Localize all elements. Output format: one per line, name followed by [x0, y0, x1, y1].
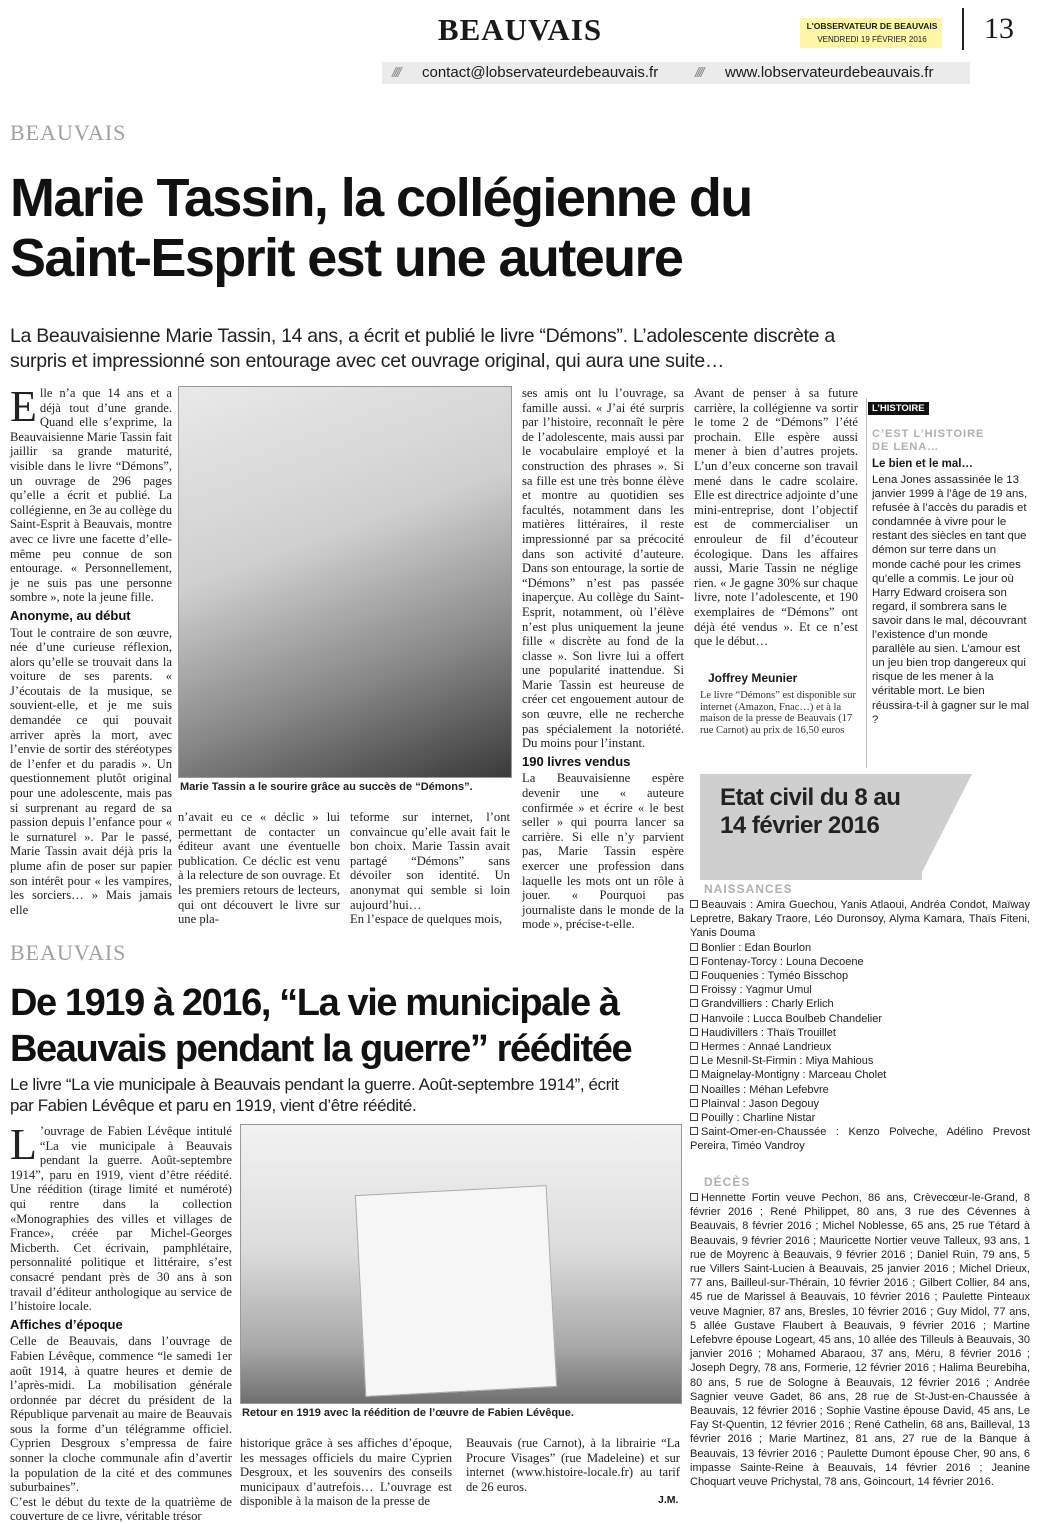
- naissance-item: [690, 898, 1030, 941]
- article1-col2: n’avait eu ce « déclic » lui permettant de contacter un éditeur avant une éventuelle publication. Ce déclic est venu à la relecture de son ouvrage. Et les premiers retours de lecteurs, qui ont découvert le livre sur une pla-: [178, 810, 340, 927]
- article2-col2: historique grâce à ses affiches d’époque, les messages officiels du maire Cyprien Desgroux, et les souvenirs des conseils municipaux d’autrefois… L’ouvrage est disponible à la maison de la presse de: [240, 1436, 452, 1509]
- article1-col4: [522, 386, 684, 932]
- page-divider: [962, 8, 964, 50]
- article1-col4-p2: La Beauvaisienne espère devenir une « auteure confirmée » et écrire « le best seller » qui pourra lancer sa carrière. Si elle n’y parvient pas, Marie Tassin espère exercer une profession dans laquelle les mots ont un rôle à jouer. « Pourquoi pas journaliste dans le monde de la mode », précise-t-elle.: [522, 771, 684, 932]
- article2-photo-caption: Retour en 1919 avec la réédition de l’œuvre de Fabien Lévêque.: [242, 1407, 574, 1419]
- bullet-square-icon: [690, 1028, 698, 1036]
- article1-standfirst-line1: La Beauvaisienne Marie Tassin, 14 ans, a écrit et publié le livre “Démons”. L’adolescente discrète a: [10, 325, 835, 347]
- article2-col1-p1: ’ouvrage de Fabien Lévêque intitulé “La vie municipale à Beauvais pendant la guerre. Août-septembre 1914”, paru en 1919, vient d’être réédité. Une réédition (tirage limité et numéroté) qui rentre dans la collection «Monographies des villes et villages de France», créée par Michel-Georges Micberth. Cet écrivain, pamphlétaire, personnalité politique et littéraire, s’est consacré pendant près de 30 ans à son travail d’éditeur anthologique au service de l’histoire locale.: [10, 1124, 232, 1314]
- bullet-square-icon: [690, 985, 698, 993]
- etat-civil-title-line1: Etat civil du 8 au: [720, 784, 901, 811]
- sidebar-tag: L’HISTOIRE: [868, 402, 929, 415]
- naissance-item: [690, 1125, 1030, 1153]
- bullet-square-icon: [690, 1113, 698, 1121]
- article2-standfirst: [10, 1074, 690, 1116]
- naissance-item: [690, 1040, 1030, 1054]
- naissance-text: Beauvais : Amira Guechou, Yanis Atlaoui, Andréa Condot, Maïway Lepretre, Bakary Traore, Léo Duronsoy, Alyma Kamara, Thaïs Fiteni, Yanis Douma: [690, 899, 1030, 940]
- article1-col3-p1: teforme sur internet, l’ont convaincue qu’elle avait fait le bon choix. Marie Tassin avait partagé “Démons” sans dévoiler son identité. Un anonymat qui semble si loin aujourd’hui…: [350, 810, 510, 912]
- article1-subhead2: 190 livres vendus: [522, 753, 631, 769]
- slash-icon: ////: [392, 64, 400, 80]
- naissances-label: NAISSANCES: [704, 882, 793, 896]
- naissance-item: [690, 1054, 1030, 1068]
- article1-headline-line2: Saint-Esprit est une auteure: [10, 228, 683, 288]
- page-number: 13: [984, 12, 1014, 45]
- naissance-text: Haudivillers : Thaïs Trouillet: [701, 1026, 836, 1039]
- issue-date: VENDREDI 19 FÉVRIER 2016: [817, 35, 927, 44]
- naissance-item: [690, 941, 1030, 955]
- naissance-text: Hanvoile : Lucca Boulbeb Chandelier: [701, 1012, 883, 1025]
- naissance-item: [690, 1083, 1030, 1097]
- naissance-text: Saint-Omer-en-Chaussée : Kenzo Polveche, Adélino Prevost Pereira, Timéo Vandroy: [690, 1126, 1030, 1153]
- bullet-square-icon: [690, 943, 698, 951]
- article1-col1: [10, 382, 172, 926]
- article2-col3: Beauvais (rue Carnot), à la librairie “La Procure Visages” (rue Madeleine) et sur internet (www.histoire-locale.fr) au tarif de 26 euros.: [466, 1436, 680, 1494]
- article2-col1: [10, 1120, 232, 1524]
- article1-photo-caption: Marie Tassin a le sourire grâce au succès de “Démons”.: [180, 781, 473, 793]
- bullet-square-icon: [690, 1070, 698, 1078]
- bullet-square-icon: [690, 1127, 698, 1135]
- article1-col4-p1: ses amis ont lu l’ouvrage, sa famille aussi. « J’ai été surpris par l’histoire, reconnaît le père de l’adolescente, mais aussi par le vocabulaire employé et la construction des phrases ». Si sa fille est une très bonne élève et montre au quotidien ses facultés, notamment dans les matières littéraires, il reste impressionné par sa précocité dans son activité d’auteure. Dans son entourage, la sortie de “Démons” n’est pas passée inaperçue. Au collège du Saint-Esprit, notamment, où l’élève n’est plus uniquement la jeune fille « discrète au fond de la classe ». Son livre lui a offert une popularité inattendue. Si Marie Tassin est heureuse de créer cet engouement autour de son œuvre, elle ne recherche pas spécialement la notoriété. Du moins pour l’instant.: [522, 386, 684, 751]
- article2-col1-p3: C’est le début du texte de la quatrième de couverture de ce livre, véritable trésor: [10, 1494, 232, 1524]
- sidebar-title-line1: C’EST L’HISTOIRE: [872, 428, 985, 440]
- naissance-item: [690, 1097, 1030, 1111]
- article1-col3-p2: En l’espace de quelques mois,: [350, 912, 503, 927]
- naissance-text: Fontenay-Torcy : Louna Decoene: [701, 955, 864, 968]
- naissance-text: Fouquenies : Tyméo Bisschop: [701, 970, 849, 983]
- bullet-square-icon: [690, 1193, 698, 1201]
- section-title: BEAUVAIS: [437, 12, 603, 47]
- etat-civil-title-line2: 14 février 2016: [720, 812, 880, 839]
- naissance-item: [690, 1068, 1030, 1082]
- naissance-item: [690, 997, 1030, 1011]
- bullet-square-icon: [690, 971, 698, 979]
- naissance-item: [690, 955, 1030, 969]
- bullet-square-icon: [690, 957, 698, 965]
- bullet-square-icon: [690, 1085, 698, 1093]
- naissance-item: [690, 1111, 1030, 1125]
- article2-headline: [10, 980, 690, 1072]
- article2-standfirst-line1: Le livre “La vie municipale à Beauvais pendant la guerre. Août-septembre 1914”, écrit: [10, 1075, 619, 1094]
- article1-col1-p2: Tout le contraire de son œuvre, née d’une curieuse réflexion, alors qu’elle se trouvait dans la voiture de ses parents. « J’écoutais de la musique, se souvient-elle, et je me suis demandée ce qui pouvait arriver après la mort, avec l’envie de sortir des stéréotypes de l’enfer et du paradis ». Un questionnement plutôt original pour une adolescente, mais pas si surprenant au regard de sa passion depuis l’enfance pour « le surnaturel ». Par le passé, Marie Tassin avait déjà pris la plume afin de poser sur papier son intérêt pour « les vampires, les sorciers… » Mais jamais elle: [10, 625, 172, 917]
- naissance-item: [690, 1026, 1030, 1040]
- sidebar-subtitle: Le bien et le mal…: [872, 458, 973, 470]
- naissance-text: Froissy : Yagmur Umul: [701, 984, 812, 997]
- article1-subhead1: Anonyme, au début: [10, 607, 131, 623]
- article1-headline: [10, 168, 1030, 288]
- article1-standfirst: [10, 324, 1030, 374]
- naissance-text: Hermes : Annaé Landrieux: [701, 1041, 832, 1054]
- sidebar-title-line2: DE LENA…: [872, 441, 940, 453]
- article1-byline: Joffrey Meunier: [708, 671, 798, 685]
- naissance-text: Bonlier : Edan Bourlon: [701, 941, 812, 954]
- deces-label: DÉCÈS: [704, 1175, 751, 1189]
- article2-dropcap: L: [10, 1120, 37, 1169]
- article2-headline-line2: Beauvais pendant la guerre” rééditée: [10, 1028, 632, 1070]
- article2-standfirst-line2: par Fabien Lévêque et paru en 1919, vient d’être réédité.: [10, 1096, 417, 1115]
- naissance-item: [690, 969, 1030, 983]
- naissance-text: Pouilly : Charline Nistar: [701, 1112, 816, 1125]
- article2-byline: J.M.: [658, 1494, 679, 1506]
- sidebar-text: Lena Jones assassinée le 13 janvier 1999 à l’âge de 19 ans, refusée à l’accès du paradis et condamnée à vivre pour le restant des siècles en tant que démon sur terre dans un monde caché pour les crimes qu’elle a commis. Le jour où Harry Edward croisera son regard, il sombrera sans le savoir dans le mal, découvrant l’existence d’un monde parallèle au sien. L’amour est un jeu bien trop dangereux qui risque de les mener à la véritable mort. Le bien réussira-t-il à gagner sur le mal ?: [872, 474, 1029, 726]
- article1-dropcap: E: [10, 382, 37, 431]
- article1-headline-line1: Marie Tassin, la collégienne du: [10, 168, 752, 228]
- article1-availability-note: Le livre “Démons” est disponible sur internet (Amazon, Fnac…) et à la maison de la presse de Beauvais (17 rue Carnot) au prix de 16,50 euros: [700, 690, 857, 736]
- article1-standfirst-line2: surpris et impressionné son entourage avec cet ouvrage original, qui aura une suite…: [10, 350, 725, 372]
- article1-col5: Avant de penser à sa future carrière, la collégienne va sortir le tome 2 de “Démons” l’été prochain. Elle espère aussi mener à bien d’autres projets. L’un d’eux concerne son travail mené dans le cadre scolaire. Elle est directrice adjointe d’une mini-entreprise, dont l’objectif est de commercialiser un enrouleur de fil d’écouteur écologique. Dans les affaires aussi, Marie Tassin ne néglige rien. « Je gagne 30% sur chaque livre, note l’adolescente, et 190 exemplaires de “Démons” ont déjà été vendus ». Et ce n’est que le début…: [694, 386, 858, 649]
- bullet-square-icon: [690, 900, 698, 908]
- sidebar-border: [866, 398, 867, 768]
- article1-col3: [350, 810, 510, 930]
- contact-website[interactable]: www.lobservateurdebeauvais.fr: [725, 64, 934, 81]
- bullet-square-icon: [690, 1056, 698, 1064]
- naissance-item: [690, 983, 1030, 997]
- naissance-text: Plainval : Jason Degouy: [701, 1097, 820, 1110]
- article2-subhead: Affiches d’époque: [10, 1316, 123, 1332]
- slash-icon: ////: [695, 64, 703, 80]
- article1-col1-p1: lle n’a que 14 ans et a déjà tout d’une grande. Quand elle s’exprime, la Beauvaisienne Marie Tassin fait jaillir sa grande maturité, visible dans le livre “Démons”, un ouvrage de 296 pages qu’elle a écrit et publié. La collégienne, en 3e au collège du Saint-Esprit à Beauvais, montre avec ce livre une facette d’elle-même peu connue de son entourage. « Personnellement, je ne suis pas une personne sombre », note la jeune fille.: [10, 386, 172, 605]
- naissances-list: [690, 898, 1030, 1152]
- paper-name: L'OBSERVATEUR DE BEAUVAIS: [806, 21, 938, 31]
- article2-kicker: BEAUVAIS: [10, 940, 127, 965]
- contact-email[interactable]: contact@lobservateurdebeauvais.fr: [422, 64, 659, 81]
- bullet-square-icon: [690, 1014, 698, 1022]
- naissance-text: Maignelay-Montigny : Marceau Cholet: [701, 1069, 887, 1082]
- sidebar-title: [872, 428, 1032, 454]
- etat-civil-title: [720, 784, 930, 840]
- article2-col1-p2: Celle de Beauvais, dans l’ouvrage de Fabien Lévêque, commence “le samedi 1er août 1914, à quatre heures et demie de l’après-midi. La mobilisation générale ordonnée par décret du président de la République parvenait au maire de Beauvais sous la forme d’un télégramme officiel. Cyprien Desgroux s’empressa de faire sonner la cloche communale afin d’avertir la population de la cité et des communes suburbaines”.: [10, 1334, 232, 1495]
- bullet-square-icon: [690, 1042, 698, 1050]
- naissance-text: Noailles : Méhan Lefebvre: [701, 1083, 829, 1096]
- book-cover-icon: [355, 1185, 557, 1397]
- deces-text: Hennette Fortin veuve Pechon, 86 ans, Crèvecœur-le-Grand, 8 février 2016 ; René Philippet, 80 ans, 3 rue des Cévennes à Beauvais, 8 février 2016 ; Michel Noblesse, 65 ans, 25 rue Tétard à Beauvais, 9 février 2016 ; Mauricette Nortier veuve Talleux, 93 ans, 1 rue de Moyrenc à Beauvais, 9 février 2016 ; Daniel Ruin, 79 ans, 5 rue Villers Saint-Lucien à Beauvais, 25 janvier 2016 ; Michel Drieux, 77 ans, Bailleul-sur-Thérain, 10 février 2016 ; Gilbert Collier, 84 ans, 45 rue de Marissel à Beauvais, 10 février 2016 ; Paulette Pinteaux veuve Magnier, 87 ans, Bresles, 10 février 2016 ; Guy Midol, 77 ans, 5 allée Gustave Flaubert à Beauvais, 9 février 2016 ; Martine Lefebvre épouse Logeart, 45 ans, 10 allée des Tilleuls à Beauvais, 30 janvier 2016 ; Mohamed Abaraou, 37 ans, Méru, 8 février 2016 ; Joseph Degry, 78 ans, Formerie, 12 février 2016 ; Halima Beurebiha, 80 ans, 5 rue de Sologne à Beauvais, 12 février 2016 ; Andrée Sagnier veuve Gadet, 86 ans, 28 rue de St-Just-en-Chaussée à Beauvais, 12 février 2016 ; Sophie Vastine épouse David, 45 ans, Le Fay St-Quentin, 12 février 2016 ; René Cathelin, 68 ans, Bailleval, 13 février 2016 ; Marie Martinez, 81 ans, 27 rue de la Banque à Beauvais, 13 février 2016 ; Paulette Dumont épouse Cher, 90 ans, 6 impasse Sainte-Reine à Beauvais, 14 février 2016 ; Jeanine Choquart veuve Prichystal, 78 ans, Goincourt, 14 février 2016.: [690, 1192, 1030, 1489]
- marie-tassin-photo: [178, 386, 512, 778]
- deces-list: [690, 1191, 1030, 1509]
- article1-kicker: BEAUVAIS: [10, 120, 127, 145]
- bullet-square-icon: [690, 999, 698, 1007]
- naissance-text: Grandvilliers : Charly Erlich: [701, 998, 834, 1011]
- naissance-text: Le Mesnil-St-Firmin : Miya Mahious: [701, 1055, 874, 1068]
- article2-headline-line1: De 1919 à 2016, “La vie municipale à: [10, 982, 619, 1024]
- bullet-square-icon: [690, 1099, 698, 1107]
- naissance-item: [690, 1012, 1030, 1026]
